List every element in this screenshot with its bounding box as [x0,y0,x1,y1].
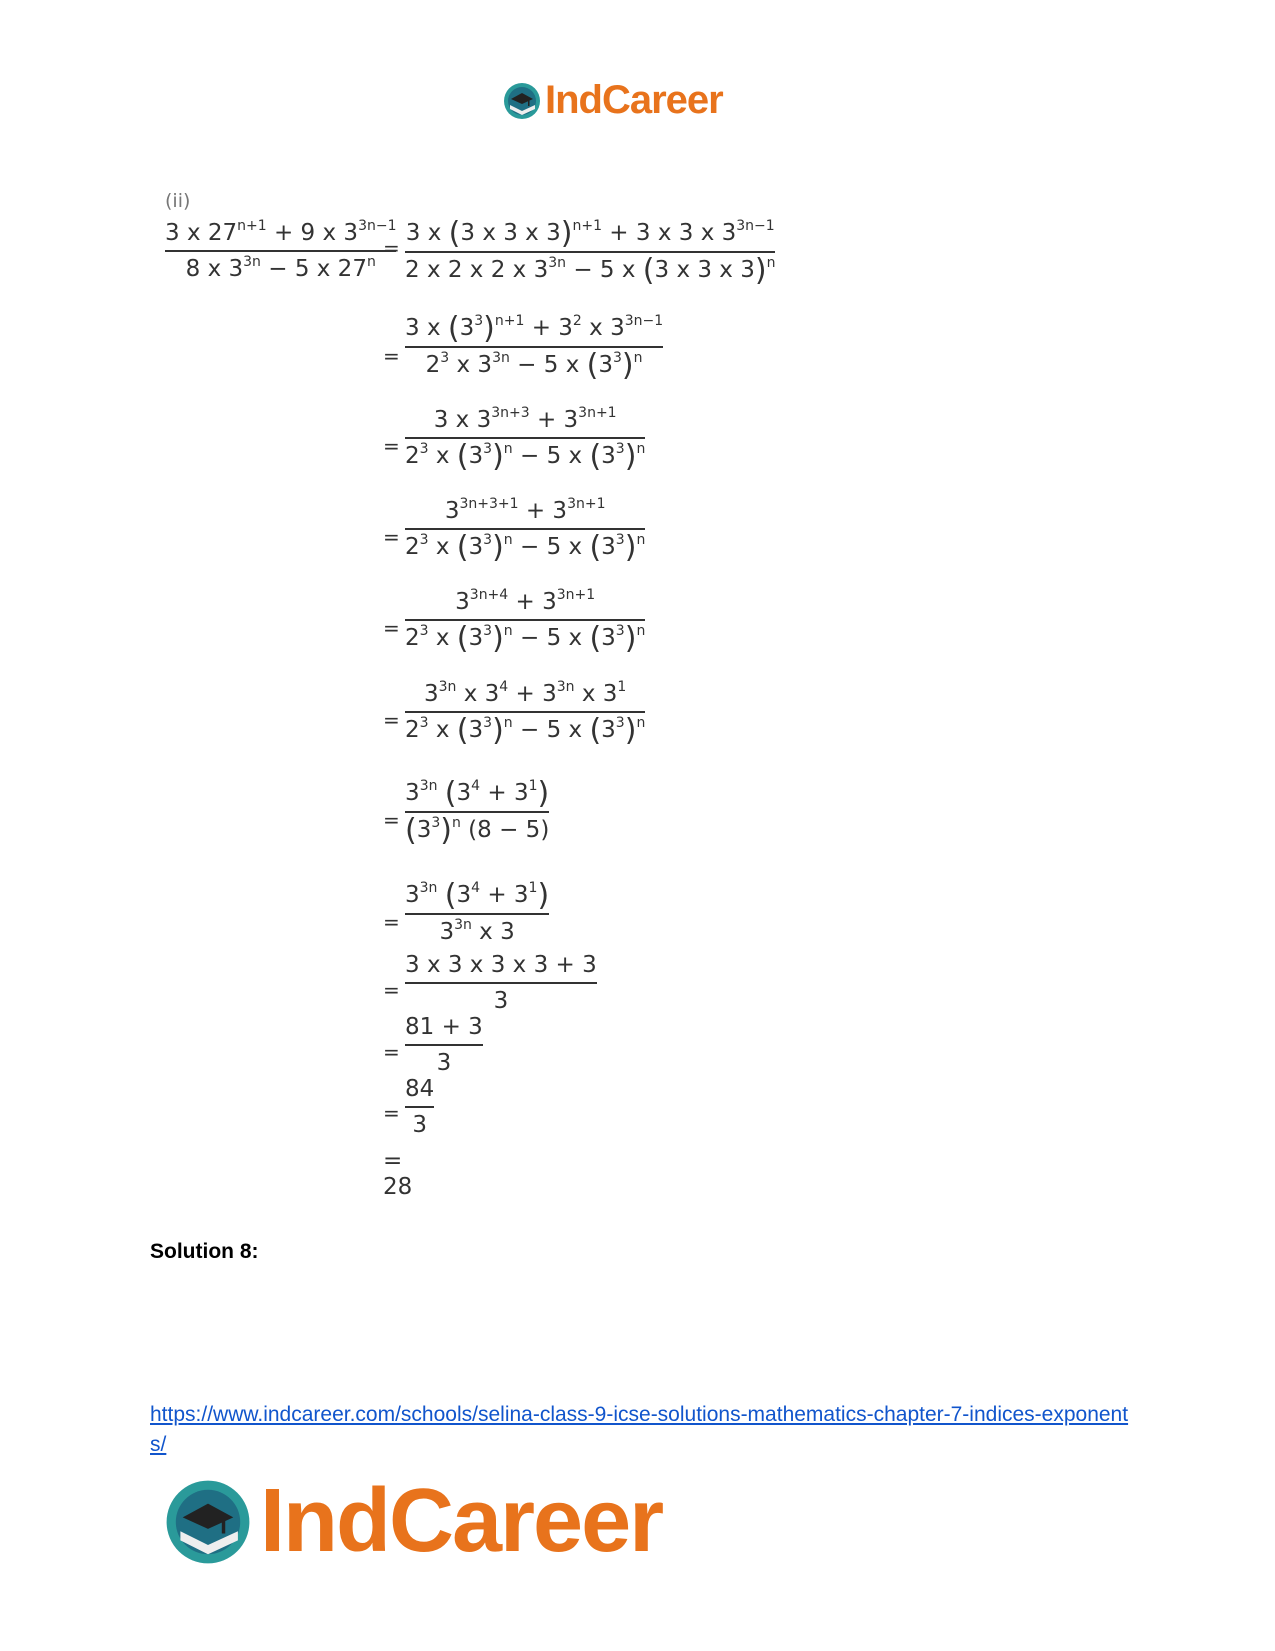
denominator: $(3^3)^n$ (8 − 5) [405,812,550,848]
denominator: 2 x 2 x 2 x $3^{3n} - 5$ x (3 x 3 x 3)$^n$ [405,252,776,288]
step-fraction [405,587,645,654]
logo-text: IndCareer [260,1471,663,1571]
denominator: 3 [412,1111,427,1138]
denominator: 3 [436,1049,452,1076]
denominator: $2^3$ x $(3^3)^n - 5$ x $(3^3)^n$ [405,529,646,565]
denominator: 3 [493,987,509,1014]
step-fraction [405,679,645,746]
solution-heading: Solution 8: [150,1240,259,1263]
problem-label: (ii) [165,190,191,212]
lhs-fraction [165,218,396,284]
numerator: 3 x $(3^3)^{n+1} + 3^2$ x $3^{3n-1}$ [405,311,664,346]
footer-logo [162,1470,662,1573]
denominator: $2^3$ x $(3^3)^n - 5$ x $(3^3)^n$ [405,712,646,748]
step-fraction [405,405,645,472]
step-fraction [405,1074,434,1140]
equals-sign: = [383,1101,400,1125]
denominator: $2^3$ x $3^{3n} - 5$ x $(3^3)^n$ [425,347,643,383]
step-fraction [405,218,775,286]
denominator: $2^3$ x $(3^3)^n - 5$ x $(3^3)^n$ [405,438,646,474]
numerator: $3^{3n}$ x $3^4 + 3^{3n}$ x $3^1$ [423,679,627,707]
equals-sign: = [383,978,400,1002]
equals-sign: = [383,236,400,260]
numerator: $3^{3n}$ $(3^4 + 3^1)$ [405,776,550,811]
header-logo [502,78,723,123]
equals-sign: = [383,808,400,832]
source-link[interactable]: https://www.indcareer.com/schools/selina-class-9-icse-solutions-mathematics-chapter-7-indices-exponents/ [150,1403,1129,1456]
final-answer: = 28 [383,1148,413,1200]
denominator: $3^{3n}$ x 3 [439,916,515,945]
numerator: $3^{3n+4} + 3^{3n+1}$ [455,587,596,615]
step-fraction [405,880,549,947]
numerator: 3 x 3 x 3 x 3 + 3 [405,952,597,978]
denominator: $2^3$ x $(3^3)^n - 5$ x $(3^3)^n$ [405,620,646,656]
equals-sign: = [383,434,400,458]
graduation-cap-book-icon [502,81,542,121]
denominator: 8 x $3^{3n} - 5$ x 27$^n$ [185,253,376,282]
logo-text: IndCareer [545,78,723,122]
graduation-cap-book-icon [162,1476,254,1568]
numerator: $3^{3n}$ $(3^4 + 3^1)$ [405,878,550,913]
numerator: 81 + 3 [405,1014,483,1040]
step-fraction [405,950,597,1016]
equals-sign: = [383,616,400,640]
numerator: 84 [405,1076,435,1102]
equals-sign: = [383,910,400,934]
step-fraction [405,313,663,381]
numerator: 3 x (3 x 3 x 3)$^{n+1}$ + 3 x 3 x $3^{3n-1}$ [405,216,775,251]
equals-sign: = [383,344,400,368]
step-fraction [405,496,645,563]
step-fraction [405,1012,483,1078]
step-fraction [405,778,549,846]
equals-sign: = [383,708,400,732]
equals-sign: = [383,525,400,549]
numerator: 3 x $3^{3n+3} + 3^{3n+1}$ [433,405,617,433]
numerator: 3 x $27^{n+1} + 9$ x $3^{3n-1}$ [165,218,397,246]
equals-sign: = [383,1040,400,1064]
numerator: $3^{3n+3+1} + 3^{3n+1}$ [444,496,606,524]
